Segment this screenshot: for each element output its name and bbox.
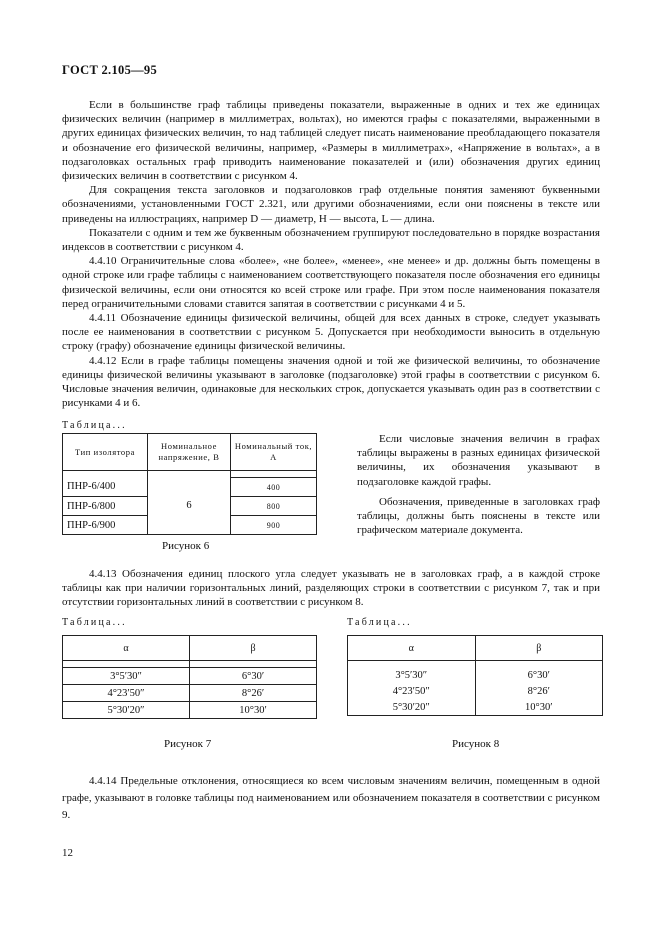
paragraph-4-4-14: 4.4.14 Предельные отклонения, относящиеся ко всем числовым значениям величин, помещенным в одной графе, указывают в головке таблицы под наименованием или обозначением показателя в соответствии с рисунком 9. <box>62 775 600 821</box>
table-label: Таблица... <box>62 617 127 628</box>
table-cell: 8°26′ <box>475 683 603 699</box>
table-row <box>63 702 317 719</box>
paragraph: Если в большинстве граф таблицы приведены показатели, выраженные в одних и тех же единицах физических величин (например в миллиметрах, вольтах), но имеются графы с показателями, выраженными в других единицах физических величин, то над таблицей следует писать наименование преобладающего показателя и обозначение его физической величины, например, «Размеры в миллиметрах», «Напряжение в вольтах», а в подзаголовках остальных граф приводить наименование показателей и (или) обозначения других единиц физических величин в соответствии с рисунком 4. <box>62 99 600 183</box>
table-cell: 10°30′ <box>190 702 317 719</box>
paragraph-4-4-13: 4.4.13 Обозначения единиц плоского угла следует указывать не в заголовках граф, а в каждой строке таблицы как при наличии горизонтальных линий, разделяющих строки в соответствии с рисунком 7, так и при отсутствии горизонтальных линий в соответствии с рисунком 8. <box>62 568 600 609</box>
paragraph-4-4-12: 4.4.12 Если в графе таблицы помещены значения одной и той же физической величины, то обозначение единицы физической величины указывают в заголовке (подзаголовке) этой графы в соответствии с рисунком 6. Числовые значения величин, одинаковые для нескольких строк, допускается указывать один раз в соответствии с рисунками 4 и 6. <box>62 354 600 410</box>
figure-8-caption: Рисунок 8 <box>452 738 500 750</box>
column-header-beta: β <box>190 636 317 661</box>
paragraph-4-4-10: 4.4.10 Ограничительные слова «более», «не более», «менее», «не менее» и др. должны быть помещены в одной строке или графе таблицы с наименованием соответствующего показателя после обозначения его единицы физической величины, если они относятся ко всей строке или графе. При этом после наименования показателя перед ограничительными словами ставится запятая в соответствии с рисунками 4 и 5. <box>62 255 600 310</box>
column-header-alpha: α <box>348 636 476 661</box>
top-text-block <box>62 98 600 410</box>
column-header: Тип изолятора <box>63 434 148 471</box>
table-cell: 5°30′20″ <box>63 702 190 719</box>
document-header: ГОСТ 2.105—95 <box>62 63 158 77</box>
table-cell: 6 <box>148 478 231 535</box>
table-cell: 6°30′ <box>475 667 603 683</box>
table-row <box>63 685 317 702</box>
table-row <box>348 699 603 716</box>
paragraph: Для сокращения текста заголовков и подзаголовков граф отдельные понятия заменяют буквенными обозначениями, установленными ГОСТ 2.321, или другими обозначениями, если они пояснены в тексте или приведены на иллюстрациях, например D — диаметр, H — высота, L — длина. <box>62 184 600 225</box>
table-cell: 10°30′ <box>475 699 603 716</box>
table-row <box>63 478 317 497</box>
figure-7-table <box>62 635 317 719</box>
table-cell: 3°5′30″ <box>63 668 190 685</box>
side-text-block <box>357 432 600 543</box>
table-label: Таблица... <box>347 617 412 628</box>
table-cell: 800 <box>231 497 317 516</box>
paragraph: Показатели с одним и тем же буквенным обозначением группируют последовательно в порядке возрастания индексов в соответствии с рисунком 4. <box>62 226 600 254</box>
table-cell: ПНР-6/800 <box>63 497 148 516</box>
table-cell: 4°23′50″ <box>348 683 476 699</box>
column-header: Номинальный ток, А <box>231 434 317 471</box>
paragraph-4-4-11: 4.4.11 Обозначение единицы физической величины, общей для всех данных в строке, следует указывать после ее наименования в соответствии с рисунком 5. Допускается при необходимости выносить в отдельную строку (графу) обозначение единицы физической величины. <box>62 312 600 353</box>
table-row <box>63 668 317 685</box>
page-number: 12 <box>62 847 73 859</box>
table-cell: 3°5′30″ <box>348 667 476 683</box>
paragraph: Если числовые значения величин в графах таблицы выражены в разных единицах физической величины, их обозначения указывают в подзаголовке каждой графы. <box>357 433 600 488</box>
table-cell: 4°23′50″ <box>63 685 190 702</box>
column-header-alpha: α <box>63 636 190 661</box>
paragraph-4-4-13-block <box>62 567 600 610</box>
figure-6-table <box>62 433 317 535</box>
table-cell: 6°30′ <box>190 668 317 685</box>
table-label: Таблица... <box>62 420 127 431</box>
table-cell: ПНР-6/900 <box>63 516 148 535</box>
table-cell: 400 <box>231 478 317 497</box>
paragraph: Обозначения, приведенные в заголовках граф таблицы, должны быть пояснены в тексте или графическом материале документа. <box>357 495 600 537</box>
figure-7-caption: Рисунок 7 <box>164 738 212 750</box>
table-cell: 8°26′ <box>190 685 317 702</box>
table-row <box>348 667 603 683</box>
paragraph-4-4-14-block <box>62 773 600 824</box>
figure-8-table <box>347 635 603 716</box>
figure-6-caption: Рисунок 6 <box>162 540 210 552</box>
table-cell: 5°30′20″ <box>348 699 476 716</box>
column-header: Номинальное напряжение, В <box>148 434 231 471</box>
table-cell: 900 <box>231 516 317 535</box>
table-cell: ПНР-6/400 <box>63 478 148 497</box>
column-header-beta: β <box>475 636 603 661</box>
table-row <box>348 683 603 699</box>
